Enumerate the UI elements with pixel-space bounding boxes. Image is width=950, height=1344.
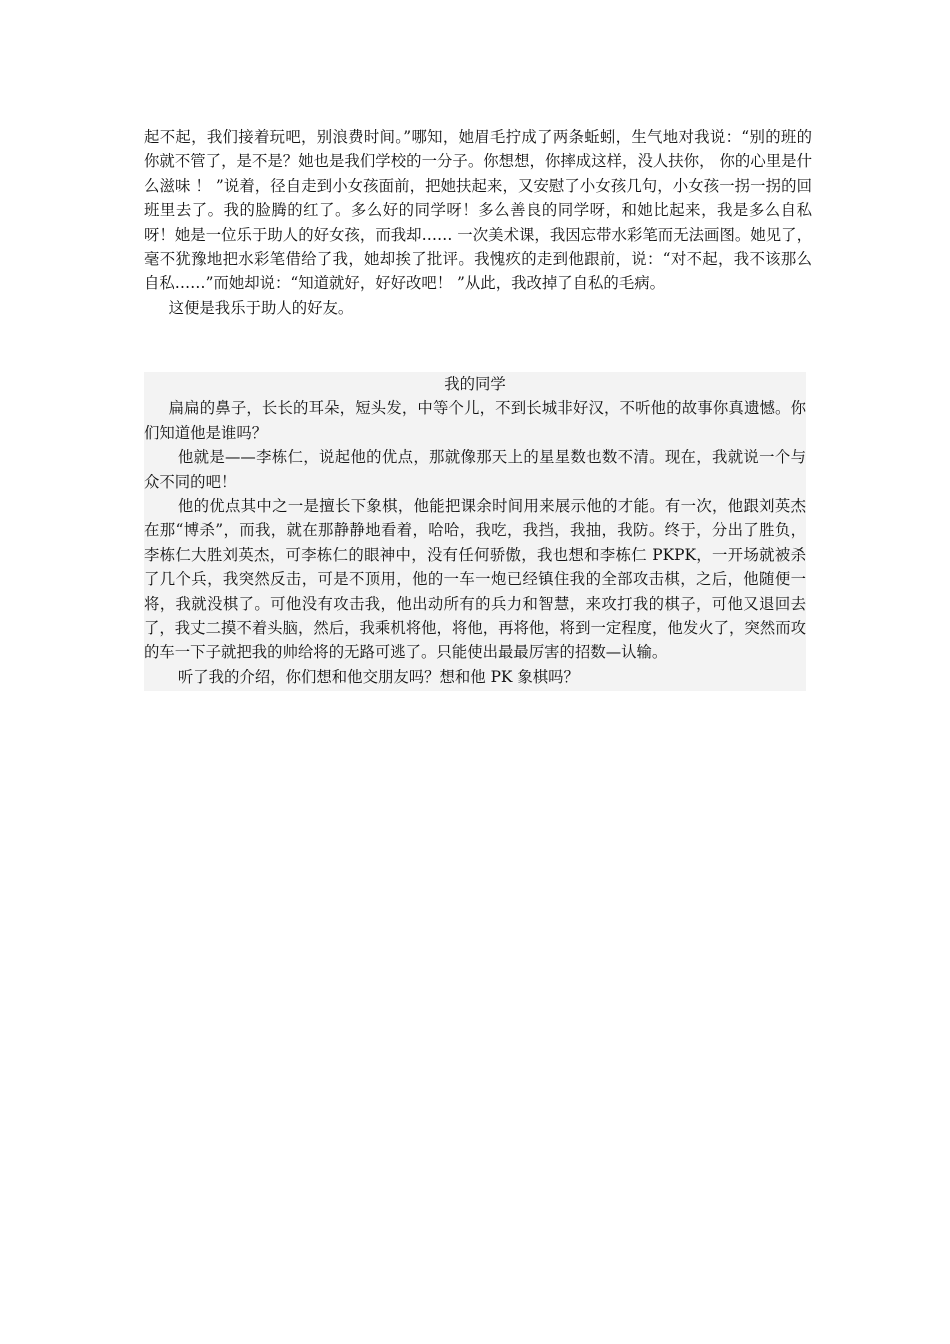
story-paragraph: 起不起，我们接着玩吧，别浪费时间。”哪知，她眉毛拧成了两条蚯蚓，生气地对我说：“别的班的你就不管了，是不是？她也是我们学校的一分子。你想想，你摔成这样，没人扶你， 你的心里是什么滋味 ！ ”说着，径自走到小女孩面前，把她扶起来，又安慰了小女孩几句，小女孩一拐一拐的回班里去了。我的脸腾的红了。多么好的同学呀！多么善良的同学呀，和她比起来，我是多么自私呀！她是一位乐于助人的好女孩，而我却…… 一次美术课，我因忘带水彩笔而无法画图。她见了，毫不犹豫地把水彩笔借给了我，她却挨了批评。我愧疚的走到他跟前，说：“对不起，我不该那么自私……”而她却说：“知道就好，好好改吧！ ”从此，我改掉了自私的毛病。 — [144, 128, 812, 293]
essay-paragraph: 他的优点其中之一是擅长下象棋，他能把课余时间用来展示他的才能。有一次，他跟刘英杰在那“博杀”，而我，就在那静静地看着，哈哈，我吃，我挡，我抽，我防。终于，分出了胜负，李栋仁大胜刘英杰，可李栋仁的眼神中，没有任何骄傲，我也想和李栋仁 PKPK，一开场就被杀了几个兵，我突然反击，可是不顶用，他的一车一炮已经镇住我的全部攻击棋，之后，他随便一将，我就没棋了。可他没有攻击我，他出动所有的兵力和智慧，来攻打我的棋子，可他又退回去了，我丈二摸不着头脑，然后，我乘机将他，将他，再将他，将到一定程度，他发火了，突然而攻的车一下子就把我的帅给将的无路可逃了。只能使出最最厉害的招数—认输。 — [144, 497, 806, 662]
essay-title: 我的同学 — [444, 375, 506, 393]
essay-paragraph: 他就是——李栋仁，说起他的优点，那就像那天上的星星数也数不清。现在，我就说一个与众不同的吧！ — [144, 448, 806, 491]
story-continuation — [144, 125, 812, 320]
essay-paragraph: 听了我的介绍，你们想和他交朋友吗？想和他 PK 象棋吗？ — [177, 667, 579, 686]
story-closing-line: 这便是我乐于助人的好友。 — [168, 298, 354, 317]
essay-paragraph: 扁扁的鼻子，长长的耳朵，短头发，中等个儿，不到长城非好汉，不听他的故事你真遗憾。你们知道他是谁吗？ — [144, 399, 806, 442]
essay-my-classmate — [144, 372, 806, 691]
